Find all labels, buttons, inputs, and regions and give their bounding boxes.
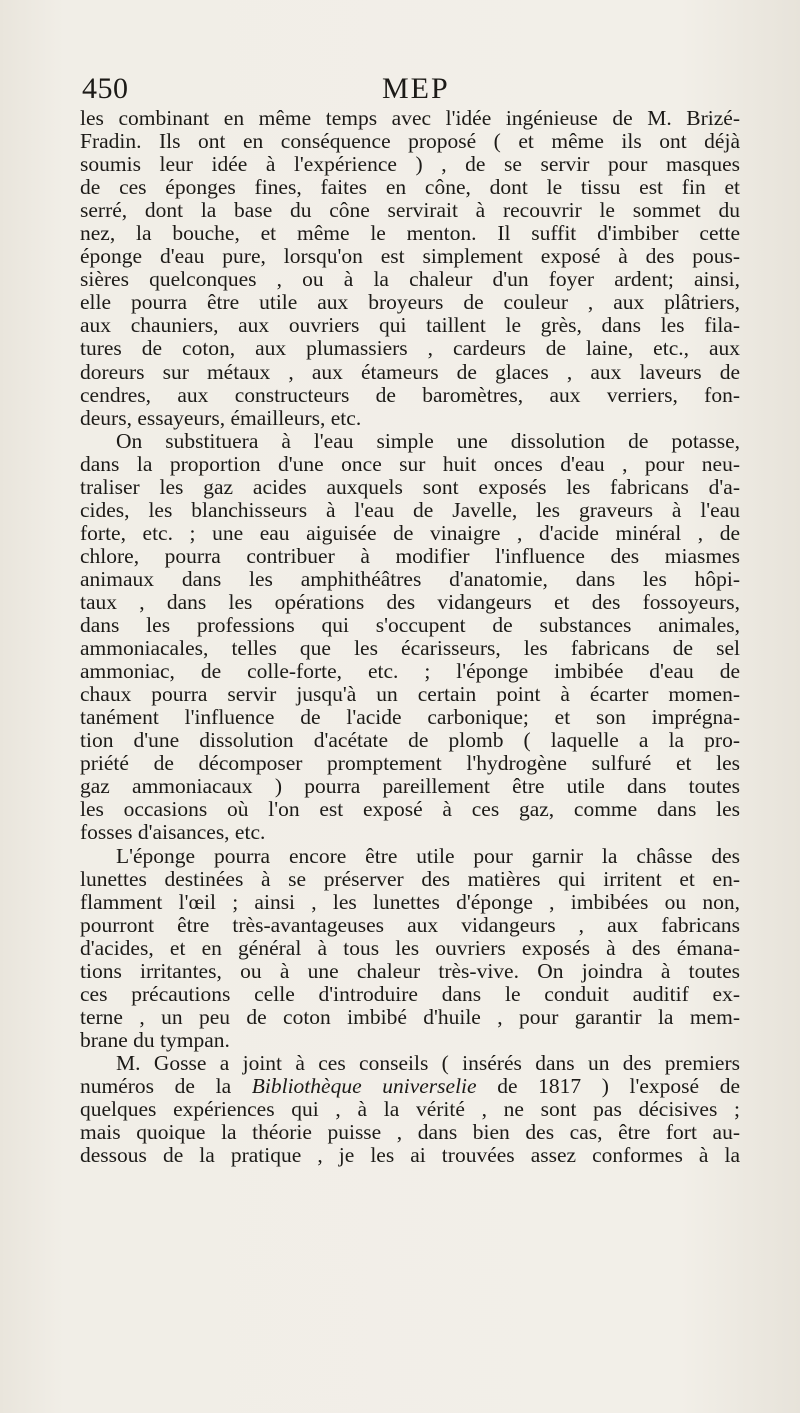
text-line: ces précautions celle d'introduire dans le conduit auditif ex- bbox=[80, 982, 740, 1006]
text-line: aux chauniers, aux ouvriers qui taillent le grès, dans les fila- bbox=[80, 314, 740, 338]
text-line: deurs, essayeurs, émailleurs, etc. bbox=[80, 406, 362, 430]
text-line: tion d'une dissolution d'acétate de plomb ( laquelle a la pro- bbox=[80, 729, 740, 753]
text-line: soumis leur idée à l'expérience ) , de se servir pour masques bbox=[80, 153, 740, 177]
text-line: taux , dans les opérations des vidangeurs et des fossoyeurs, bbox=[80, 590, 740, 614]
text-line: Fradin. Ils ont en conséquence proposé ( et même ils ont déjà bbox=[80, 130, 740, 154]
text-line: chaux pourra servir jusqu'à un certain point à écarter momen- bbox=[80, 683, 740, 707]
text-line: sières quelconques , ou à la chaleur d'un foyer ardent; ainsi, bbox=[80, 268, 740, 292]
text-line: forte, etc. ; une eau aiguisée de vinaigre , d'acide minéral , de bbox=[80, 521, 740, 545]
paragraph-1 bbox=[80, 107, 740, 430]
page-number: 450 bbox=[82, 72, 129, 105]
text-line: dans les professions qui s'occupent de substances animales, bbox=[80, 614, 740, 638]
citation-prefix: numéros de la bbox=[80, 1074, 252, 1098]
text-line: pourront être très-avantageuses aux vidangeurs , aux fabricans bbox=[80, 913, 740, 937]
text-line: les combinant en même temps avec l'idée ingénieuse de M. Brizé- bbox=[80, 107, 740, 130]
text-line: M. Gosse a joint à ces conseils ( insérés dans un des premiers bbox=[116, 1051, 740, 1075]
text-line: tions irritantes, ou à une chaleur très-vive. On joindra à toutes bbox=[80, 959, 740, 983]
text-line: traliser les gaz acides auxquels sont exposés les fabricans d'a- bbox=[80, 475, 740, 499]
text-line: cendres, aux constructeurs de baromètres, aux verriers, fon- bbox=[80, 383, 740, 407]
text-line: les occasions où l'on est exposé à ces gaz, comme dans les bbox=[80, 798, 740, 822]
paragraph-3 bbox=[80, 845, 740, 1052]
text-line: flamment l'œil ; ainsi , les lunettes d'éponge , imbibées ou non, bbox=[80, 890, 740, 914]
text-line: ammoniac, de colle-forte, etc. ; l'éponge imbibée d'eau de bbox=[80, 660, 740, 684]
text-line: tanément l'influence de l'acide carbonique; et son imprégna- bbox=[80, 706, 740, 730]
running-title: MEP bbox=[382, 72, 450, 105]
text-line: nez, la bouche, et même le menton. Il suffit d'imbiber cette bbox=[80, 222, 740, 246]
text-line: d'acides, et en général à tous les ouvriers exposés à des émana- bbox=[80, 936, 740, 960]
paragraph-2 bbox=[80, 430, 740, 845]
citation-suffix: de 1817 ) l'exposé de bbox=[476, 1074, 740, 1098]
text-line: gaz ammoniacaux ) pourra pareillement être utile dans toutes bbox=[80, 775, 740, 799]
text-line: quelques expériences qui , à la vérité , ne sont pas décisives ; bbox=[80, 1098, 740, 1122]
paragraph-4 bbox=[80, 1052, 740, 1167]
text-line: L'éponge pourra encore être utile pour garnir la châsse des bbox=[116, 844, 740, 868]
text-line: elle pourra être utile aux broyeurs de couleur , aux plâtriers, bbox=[80, 291, 740, 315]
text-line: lunettes destinées à se préserver des matières qui irritent et en- bbox=[80, 867, 740, 891]
text-line: fosses d'aisances, etc. bbox=[80, 821, 266, 845]
journal-title: Bibliothèque universelie bbox=[251, 1074, 477, 1098]
text-line: dans la proportion d'une once sur huit onces d'eau , pour neu- bbox=[80, 452, 740, 476]
text-line: tures de coton, aux plumassiers , cardeurs de laine, etc., aux bbox=[80, 337, 740, 361]
text-line: dessous de la pratique , je les ai trouvées assez conformes à la bbox=[80, 1144, 740, 1168]
text-line: On substituera à l'eau simple une dissolution de potasse, bbox=[116, 429, 740, 453]
text-line: brane du tympan. bbox=[80, 1028, 230, 1052]
text-line: éponge d'eau pure, lorsqu'on est simplement exposé à des pous- bbox=[80, 245, 740, 269]
text-line-with-citation bbox=[80, 1075, 740, 1098]
text-line: chlore, pourra contribuer à modifier l'influence des miasmes bbox=[80, 544, 740, 568]
body-text bbox=[80, 107, 740, 1167]
text-line: serré, dont la base du cône servirait à recouvrir le sommet du bbox=[80, 199, 740, 223]
running-head bbox=[82, 72, 740, 112]
text-line: cides, les blanchisseurs à l'eau de Javelle, les graveurs à l'eau bbox=[80, 498, 740, 522]
text-line: priété de décomposer promptement l'hydrogène sulfuré et les bbox=[80, 752, 740, 776]
text-line: terne , un peu de coton imbibé d'huile , pour garantir la mem- bbox=[80, 1005, 740, 1029]
text-line: doreurs sur métaux , aux étameurs de glaces , aux laveurs de bbox=[80, 360, 740, 384]
text-line: mais quoique la théorie puisse , dans bien des cas, être fort au- bbox=[80, 1121, 740, 1145]
text-line: animaux dans les amphithéâtres d'anatomie, dans les hôpi- bbox=[80, 567, 740, 591]
text-line: de ces éponges fines, faites en cône, dont le tissu est fin et bbox=[80, 176, 740, 200]
text-line: ammoniacales, telles que les écarisseurs, les fabricans de sel bbox=[80, 637, 740, 661]
